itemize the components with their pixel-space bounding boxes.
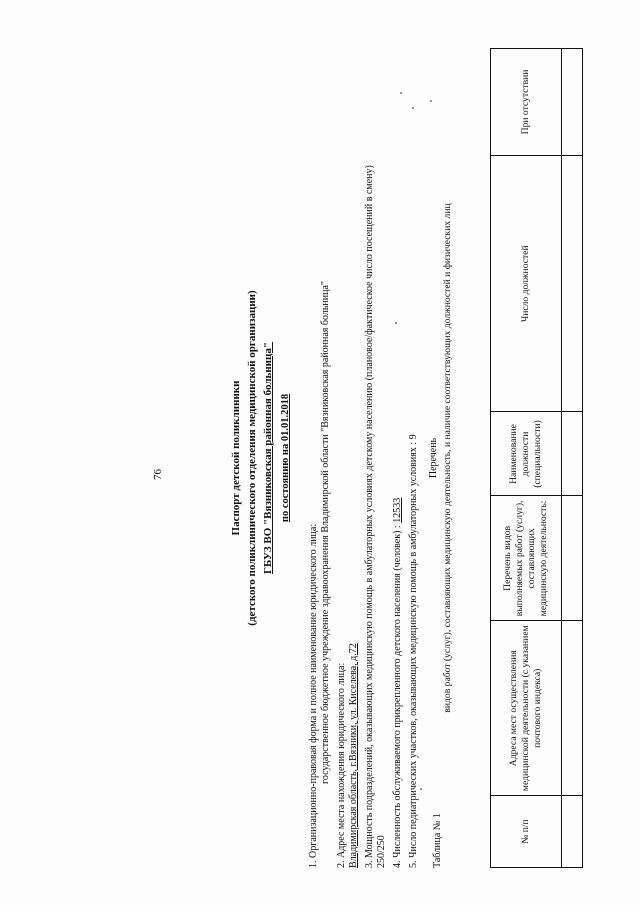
passport-title: Паспорт детской поликлиники (230, 380, 242, 536)
item-1-label: 1. Организационно-правовая форма и полное наименование юридического лица: (308, 523, 319, 868)
header-addresses: Адреса мест осуществления медицинской деятельности (с указанием почтового индекса) (491, 621, 562, 796)
organization-name: ГБУЗ ВО "Вязниковская районная больница" (262, 342, 274, 574)
list-title: Перечень (428, 437, 439, 479)
item-3-value: 250/250 (376, 835, 387, 868)
services-table (490, 48, 583, 868)
scan-speck (400, 92, 402, 94)
table-cell (562, 496, 583, 621)
scan-speck (420, 788, 422, 790)
table-cell (562, 796, 583, 868)
page-number: 76 (152, 469, 164, 480)
list-subtitle: видов работ (услуг), составляющих медицинскую деятельность, и наличие соответствующих должностей и физических лиц (442, 203, 453, 713)
header-services: Перечень видов выполняемых работ (услуг), составляющих медицинскую деятельность: (491, 496, 562, 621)
passport-subtitle: (детского поликлинического отделения медицинской организации) (246, 290, 258, 626)
header-position-name: Наименование должности (специальности) (491, 412, 562, 496)
scan-speck (412, 107, 414, 109)
item-2-label: 2. Адрес места нахождения юридического лица: (336, 662, 347, 868)
table-cell (562, 621, 583, 796)
table-row (562, 49, 583, 868)
item-1-value: государственное бюджетное учреждение здравоохранения Владимирской области "Вязниковская районная больница" (320, 281, 331, 784)
item-2-value: Владимирская область, г.Вязники, ул. Киселева, д.72 (348, 643, 359, 868)
table-cell (562, 49, 583, 156)
rotated-content (150, 48, 620, 868)
child-population-value: 12533 (392, 497, 403, 523)
header-number: № п/п (491, 796, 562, 868)
table-header-row (491, 49, 562, 868)
table-cell (562, 412, 583, 496)
item-3-label: 3. Мощность подразделений, оказывающих медицинскую помощь в амбулаторных условиях детскому населению (плановое/фактическое число посещений в смену) (364, 165, 375, 868)
header-if-absent: При отсутствии (491, 49, 562, 156)
table-label: Таблица № 1 (432, 813, 443, 868)
table-cell (562, 155, 583, 412)
header-position-count: Число должностей (491, 155, 562, 412)
scan-speck (395, 322, 397, 324)
item-4-label: 4. Численность обслуживаемого прикрепленного детского населения (человек) : 12533 (392, 497, 403, 868)
item-5-label: 5. Число педиатрических участков, оказывающих медицинскую помощь в амбулаторных условиях : 9 (408, 434, 419, 868)
scan-speck (430, 100, 432, 102)
as-of-date: по состоянию на 01.01.2018 (280, 393, 291, 523)
